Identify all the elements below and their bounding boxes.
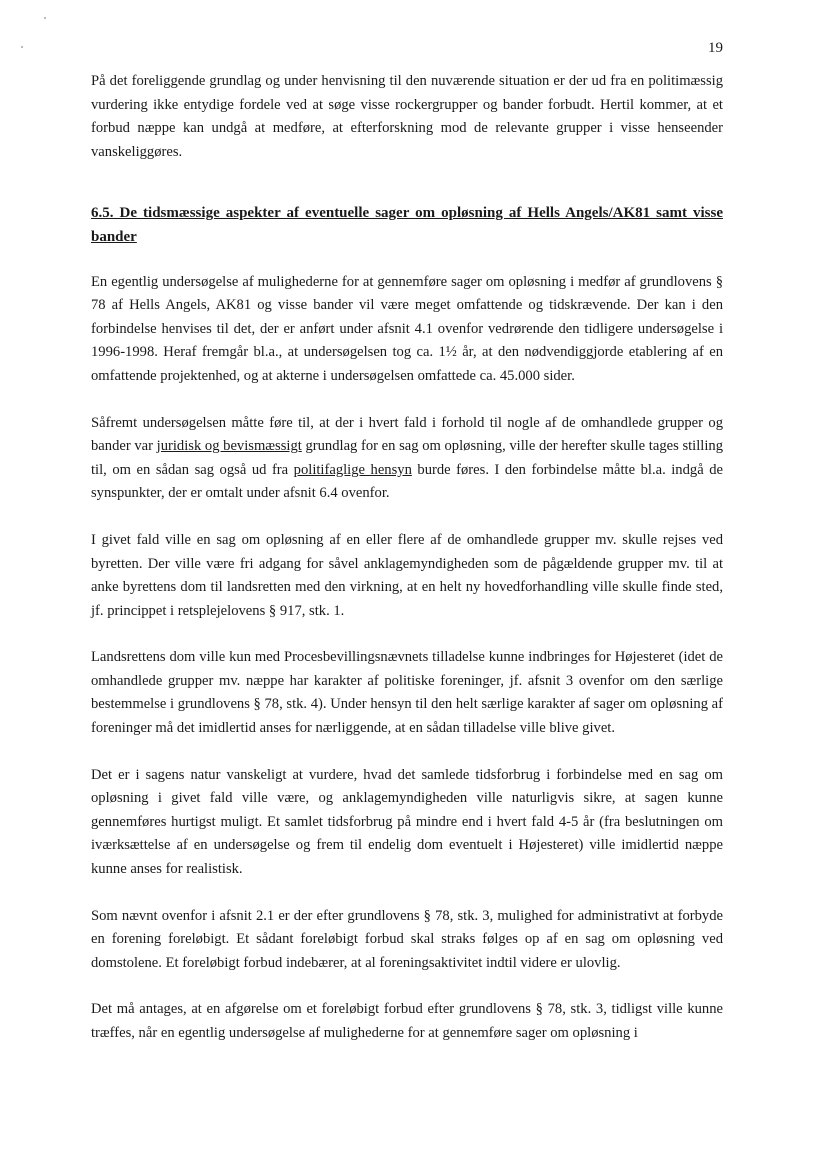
- section-heading: 6.5. De tidsmæssige aspekter af eventuelle sager om opløsning af Hells Angels/AK81 samt visse bander: [91, 205, 723, 245]
- paragraph-5: Landsrettens dom ville kun med Procesbevillingsnævnets tilladelse kunne indbringes for Højesteret (idet de omhandlede grupper mv. næppe har karakter af politiske foreninger, jf. afsnit 3 ovenfor om den særlige bestemmelse i grundlovens § 78, stk. 4). Under hensyn til den helt særlige karakter af sager om opløsning af foreninger må det imidlertid anses for nærliggende, at en sådan tilladelse ville blive givet.: [91, 649, 723, 737]
- scan-speck: [21, 46, 23, 48]
- paragraph-3: [91, 412, 723, 506]
- paragraph-8: Det må antages, at en afgørelse om et foreløbigt forbud efter grundlovens § 78, stk. 3, tidligst ville kunne træffes, når en egentlig undersøgelse af mulighederne for at gennemføre sager om opløsning i: [91, 1001, 723, 1041]
- paragraph-3-text-3: burde føres. I den forbindelse måtte bl.a. indgå de synspunkter, der er omtalt under afsnit 6.4 ovenfor.: [91, 461, 723, 502]
- scan-speck: [44, 17, 46, 19]
- paragraph-3-text-2: grundlag for en sag om opløsning, ville der herefter skulle tages stilling til, om en sådan sag også ud fra: [91, 438, 723, 478]
- page-number: 19: [708, 40, 723, 56]
- paragraph-7: Som nævnt ovenfor i afsnit 2.1 er der efter grundlovens § 78, stk. 3, mulighed for administrativt at forbyde en forening foreløbigt. Et sådant foreløbigt forbud skal straks følges op af en sag om opløsning ved domstolene. Et foreløbigt forbud indebærer, at al foreningsaktivitet indtil videre er ulovlig.: [91, 907, 723, 971]
- paragraph-3-text-1: Såfremt undersøgelsen måtte føre til, at der i hvert fald i forhold til nogle af de omhandlede grupper og bander var: [91, 414, 723, 455]
- paragraph-1: På det foreliggende grundlag og under henvisning til den nuværende situation er der ud fra en politimæssig vurdering ikke entydige fordele ved at søge visse rockergrupper og bander forbudt. Hertil kommer, at et forbud næppe kan undgå at medføre, at efterforskning mod de relevante grupper i visse henseender vanskeliggøres.: [91, 73, 723, 160]
- underlined-phrase-police-considerations: politifaglige hensyn: [293, 461, 412, 478]
- document-body: [91, 70, 723, 1069]
- paragraph-6: Det er i sagens natur vanskeligt at vurdere, hvad det samlede tidsforbrug i forbindelse med en sag om opløsning i givet fald ville være, og anklagemyndigheden ville naturligvis sikre, at sagen kunne gennemføres hurtigst muligt. Et samlet tidsforbrug på mindre end i hvert fald 4-5 år (fra beslutningen om iværksættelse af en undersøgelse og frem til endelig dom eventuelt i Højesteret) ville imidlertid næppe kunne anses for realistisk.: [91, 766, 723, 878]
- paragraph-4: I givet fald ville en sag om opløsning af en eller flere af de omhandlede grupper mv. skulle rejses ved byretten. Der ville være fri adgang for såvel anklagemyndigheden som de pågældende grupper mv. til at anke byrettens dom til landsretten med den virkning, at en helt ny hovedforhandling ville skulle finde sted, jf. princippet i retsplejelovens § 917, stk. 1.: [91, 531, 723, 619]
- underlined-phrase-legal-evidential: juridisk og bevismæssigt: [156, 438, 302, 455]
- paragraph-2: En egentlig undersøgelse af mulighederne for at gennemføre sager om opløsning i medfør af grundlovens § 78 af Hells Angels, AK81 og visse bander vil være meget omfattende og tidskrævende. Der kan i den forbindelse henvises til det, der er anført under afsnit 4.1 ovenfor vedrørende den tidligere undersøgelse i 1996-1998. Heraf fremgår bl.a., at undersøgelsen tog ca. 1½ år, at den nødvendiggjorde etablering af en omfattende projektenhed, og at akterne i undersøgelsen omfattede ca. 45.000 sider.: [91, 273, 723, 384]
